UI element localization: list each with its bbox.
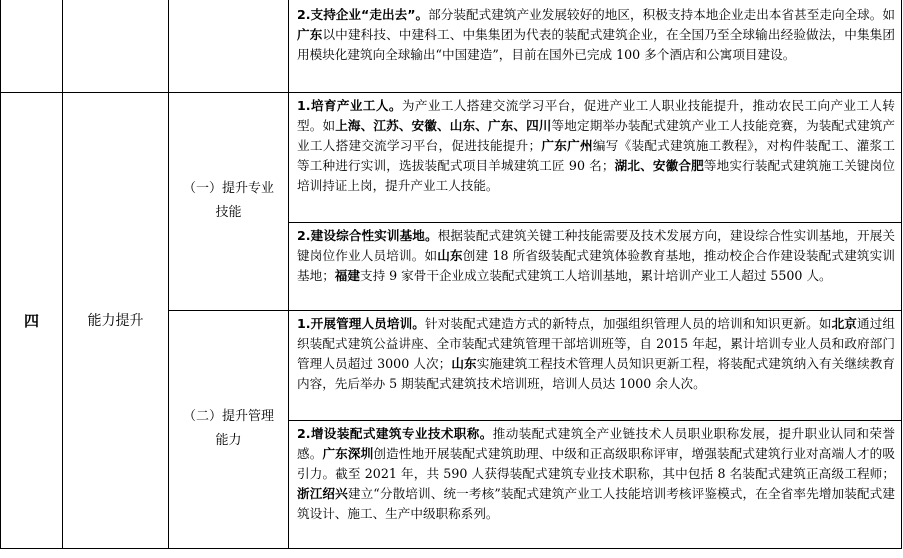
region-highlight: 广东广州 bbox=[541, 137, 593, 153]
region-highlight: 上海、江苏、安徽、山东、广东、四川 bbox=[335, 117, 552, 133]
empty-cell bbox=[63, 0, 169, 92]
item-text: 等地实行装配式建筑施工关键岗位培训持证上岗，提升产业工人技能。 bbox=[297, 157, 895, 193]
item-heading: 2.增设装配式建筑专业技术职称。 bbox=[297, 425, 493, 441]
item-text: 部分装配式建筑产业发展较好的地区，积极支持本地企业走出本省甚至走向全球。如 bbox=[428, 7, 896, 22]
item-heading: 1.培育产业工人。 bbox=[297, 97, 402, 113]
table-row bbox=[1, 0, 902, 92]
content-cell bbox=[289, 92, 902, 222]
content-cell bbox=[289, 420, 902, 548]
item-text: 编写《装配式建筑施工教程》，对构件装配工、灌浆工等工种进行实训，选拔装配式项目羊城建筑工匠 90 名； bbox=[297, 137, 896, 173]
empty-cell bbox=[1, 0, 63, 92]
item-text: 推动装配式建筑全产业链技术人员职业职称发展，提升职业认同和荣誉感。 bbox=[297, 425, 895, 461]
region-highlight: 山东 bbox=[451, 355, 477, 371]
item-text: 支持 9 家骨干企业成立装配式建筑工人培训基地，累计培训产业工人超过 5500 人。 bbox=[359, 267, 832, 283]
item-text: 等地定期举办装配式建筑产业工人技能竞赛，为装配式建筑产业工人搭建交流学习平台，促进技能提升； bbox=[297, 117, 896, 153]
subsection-title bbox=[169, 92, 289, 310]
subsection-title-text: （一）提升专业技能 bbox=[182, 181, 274, 220]
section-title: 能力提升 bbox=[63, 92, 169, 548]
item-heading: 1.开展管理人员培训。 bbox=[297, 315, 426, 331]
item-heading: 2.支持企业“走出去”。 bbox=[297, 7, 429, 22]
item-text: 根据装配式建筑关键工种技能需要及技术发展方向，建设综合性实训基地，开展关键岗位作业人员培训。如 bbox=[297, 227, 895, 263]
region-highlight: 广东深圳 bbox=[322, 445, 374, 461]
region-highlight: 广东 bbox=[297, 27, 323, 42]
content-cell-export bbox=[289, 0, 902, 92]
item-text: 针对装配式建造方式的新特点，加强组织管理人员的培训和知识更新。如 bbox=[425, 315, 832, 331]
item-text: 以中建科技、中建科工、中集集团为代表的装配式建筑企业，在全国乃至全球输出经验做法，中集集团用模块化建筑向全球输出“中国建造”，目前在国外已完成 100 多个酒店和公寓项目建设。 bbox=[297, 27, 896, 62]
region-highlight: 山东 bbox=[437, 247, 463, 263]
item-text: 通过组织装配式建筑公益讲座、全市装配式建筑管理干部培训班等，自 2015 年起，累计培训专业人员和政府部门管理人员超过 3000 人次； bbox=[297, 315, 896, 371]
subsection-title bbox=[169, 310, 289, 548]
item-heading: 2.建设综合性实训基地。 bbox=[297, 227, 438, 243]
item-text: 为产业工人搭建交流学习平台，促进产业工人职业技能提升，推动农民工向产业工人转型。如 bbox=[297, 97, 895, 133]
region-highlight: 福建 bbox=[334, 267, 360, 283]
section-number: 四 bbox=[1, 92, 63, 548]
content-cell bbox=[289, 310, 902, 420]
empty-cell bbox=[169, 0, 289, 92]
content-cell bbox=[289, 222, 902, 310]
table-row bbox=[1, 92, 902, 222]
item-text: 创造性地开展装配式建筑助理、中级和正高级职称评审，增强装配式建筑行业对高端人才的吸引力。截至 2021 年，共 590 人获得装配式建筑专业技术职称，其中包括 8 名装配式建筑正高级工程师； bbox=[297, 445, 896, 481]
item-text: 建立“分散培训、统一考核”装配式建筑产业工人技能培训考核评鉴模式，在全省率先增加装配式建筑设计、施工、生产中级职称系列。 bbox=[297, 485, 895, 521]
region-highlight: 浙江绍兴 bbox=[297, 485, 348, 501]
subsection-title-text: （二）提升管理能力 bbox=[182, 409, 274, 448]
region-highlight: 湖北、安徽合肥 bbox=[614, 157, 704, 173]
item-text: 创建 18 所省级装配式建筑体验教育基地，推动校企合作建设装配式建筑实训基地； bbox=[297, 247, 896, 283]
region-highlight: 北京 bbox=[831, 315, 858, 331]
item-text: 实施建筑工程技术管理人员知识更新工程，将装配式建筑纳入有关继续教育内容，先后举办 5 期装配式建筑技术培训班，培训人员达 1000 余人次。 bbox=[297, 355, 896, 391]
